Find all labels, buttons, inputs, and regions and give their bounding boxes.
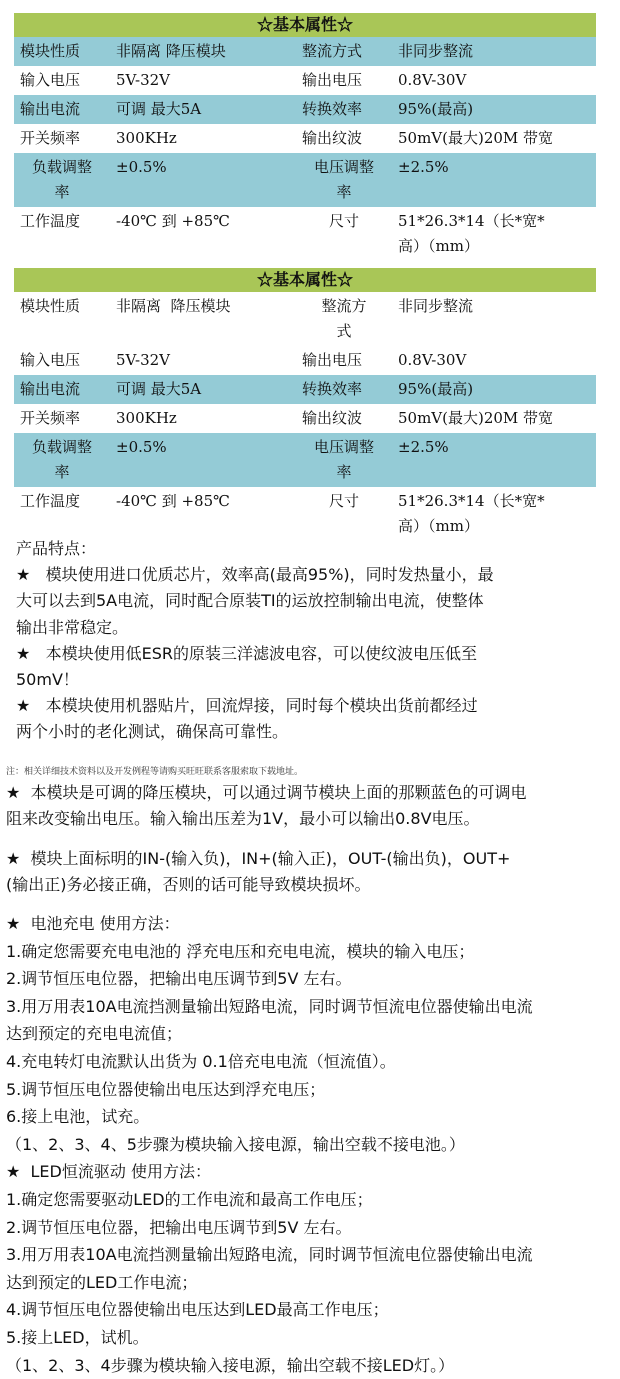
table-row: 输出电流 可调 最大5A 转换效率 95%(最高) — [14, 375, 596, 404]
table-row: 输入电压 5V-32V 输出电压 0.8V-30V — [14, 66, 596, 95]
table-row: 模块性质 非隔离 降压模块 整流方式 非同步整流 — [14, 37, 596, 66]
table-row: 模块性质 非隔离 降压模块 整流方 式 非同步整流 — [14, 292, 596, 346]
table-row: 输出电流 可调 最大5A 转换效率 95%(最高) — [14, 95, 596, 124]
table-row: 开关频率 300KHz 输出纹波 50mV(最大)20M 带宽 — [14, 404, 596, 433]
table-row: 工作温度 -40℃ 到 +85℃ 尺寸 51*26.3*14（长*宽* 高）（mm） — [14, 207, 596, 261]
usage-instructions: ★ 电池充电 使用方法： 1.确定您需要充电电池的 浮充电压和充电电流，模块的输入电压； 2.调节恒压电位器，把输出电压调节到5V 左右。 3.用万用表10A电流挡测量输出短路电流，同时调节恒流电位器使输出电流 达到预定的充电电流值； 4.充电转灯电流默认出货为 0.1倍充电电流（恒流值）。 5.调节恒压电位器使输出电压达到浮充电压； 6.接上电池，试充。 （1、2、3、4、5步骤为模块输入接电源，输出空载不接电池。） ★ LED恒流驱动 使用方法： 1.确定您需要驱动LED的工作电流和最高工作电压； 2.调节恒压电位器，把输出电压调节到5V 左右。 3.用万用表10A电流挡测量输出短路电流，同时调节恒流电位器使输出电流 达到预定的LED工作电流； 4.调节恒压电位器使输出电压达到LED最高工作电压； 5.接上LED，试机。 （1、2、3、4步骤为模块输入接电源，输出空载不接LED灯。） — [6, 914, 533, 1375]
product-features: 产品特点： ★ 模块使用进口优质芯片，效率高(最高95%)，同时发热量小，最 大可以去到5A电流，同时配合原装TI的运放控制输出电流，使整体 输出非常稳定。 ★ 本模块使用低ESR的原装三洋滤波电容，可以使纹波电压低至 50mV！ ★ 本模块使用机器贴片，回流焊接，同时每个模块出货前都经过 两个小时的老化测试，确保高可靠性。 — [16, 539, 494, 742]
spec-table-1 — [14, 13, 596, 261]
table-row: 工作温度 -40℃ 到 +85℃ 尺寸 51*26.3*14（长*宽* 高）（mm） — [14, 487, 596, 541]
table-title: ☆基本属性☆ — [14, 13, 596, 37]
table-row: 负载调整 率 ±0.5% 电压调整 率 ±2.5% — [14, 153, 596, 207]
table-row: 负载调整 率 ±0.5% 电压调整 率 ±2.5% — [14, 433, 596, 487]
adjustable-description: ★ 本模块是可调的降压模块，可以通过调节模块上面的那颗蓝色的可调电 阻来改变输出电压。输入输出压差为1V，最小可以输出0.8V电压。 — [6, 783, 527, 828]
wiring-warning: ★ 模块上面标明的IN-(输入负)，IN+(输入正)，OUT-(输出负)，OUT+ (输出正)务必接正确，否则的话可能导致模块损坏。 — [6, 849, 511, 894]
spec-table-2 — [14, 268, 596, 541]
table-title: ☆基本属性☆ — [14, 268, 596, 292]
table-row: 输入电压 5V-32V 输出电压 0.8V-30V — [14, 346, 596, 375]
table-row: 开关频率 300KHz 输出纹波 50mV(最大)20M 带宽 — [14, 124, 596, 153]
footnote: 注：相关详细技术资料以及开发例程等请购买旺旺联系客服索取下载地址。 — [6, 767, 304, 777]
